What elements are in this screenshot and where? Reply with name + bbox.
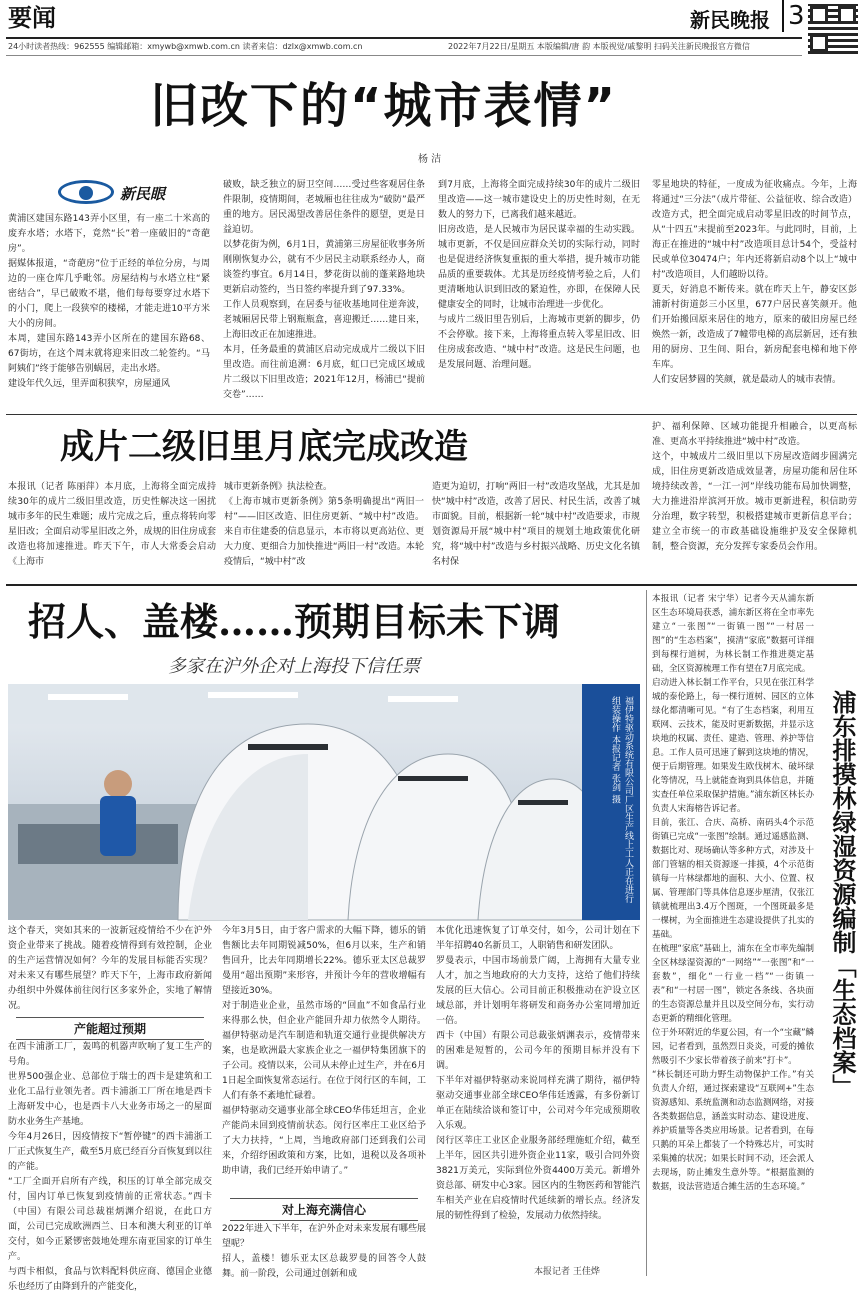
subhead-confidence: 对上海充满信心 xyxy=(230,1198,418,1221)
column-logo xyxy=(58,178,178,208)
date-line: 2022年7月22日/星期五 本版编辑/唐 韵 本版视觉/戚黎明 扫码关注新民晚报官方微信 xyxy=(448,42,750,51)
story3-col2b: 2022年进入下半年，在沪外企对未来发展有哪些展望呢？ 招人，盖楼！德乐亚太区总裁罗曼的回答令人鼓舞。前一阶段，公司通过创新和成 xyxy=(222,1224,426,1279)
story2-col1: 本报讯（记者 陈丽萍）本月底，上海将全面完成持续30年的成片二级旧里改造，历史性解决这一困扰城市多年的民生难题；成片完成之后，重点将转向零星旧改；全面启动零星旧改之外，成规的旧住房成套改造也将加速推进。昨天下午，市人大常委会启动《上海市 xyxy=(8,482,216,567)
subhead-capacity: 产能超过预期 xyxy=(16,1017,204,1040)
qr-code-icon[interactable] xyxy=(808,4,858,54)
page-number: 3 xyxy=(782,0,805,32)
story4-headline: 浦东排摸林绿湿资源编制「生态档案」 xyxy=(828,690,856,1098)
story2-col4: 护、福利保障、区域功能提升相融合，以更高标准、更高水平持续推进“城中村”改造。 这个，中城成片二级旧里以下房屋改造阔步圆满完成，旧住房更新改造成效显著，房屋功能和居住环境持续改善，“一江一河”岸线功能布局加快调整，大力推进沿岸滨河开放。城市更新进程，积信助劳分治理，数字转型，积极搭建城市更新信息平台；建立全市统一的市政基础设施维护及安全保障机制，整合资源，充分发挥专家委员会作用。 xyxy=(652,422,857,552)
photo-caption-text: 福伊特驱动系统有限公司厂区生产线上工人正在进行组装操作 本报记者 张剑 摄 xyxy=(610,696,633,903)
story2-col3: 造更为迫切，打响“两旧一村”改造攻坚战，尤其是加快“城中村”改造，改善了居民、村民生活，改善了城市面貌。目前，根据新一轮“城中村”改造要求，市规划资源局开展“城中村”项目的规划土地政策优化研究，将“城中村”改造与乡村振兴战略、历史文化名镇名村保 xyxy=(432,482,640,567)
story1-col1: 黄浦区建国东路143弄小区里，有一座二十米高的废弃水塔；水塔下，竟然“长”着一座破旧的“奇葩房”。 据媒体报道，“奇葩房”位于正经的单位分房，与周边的一座仓库几乎毗邻。房屋结构与水塔立柱“紧密结合”，早已破败不堪，他们每每要穿过水塔下的小门，爬上一段狭窄的楼梯，才能走进10平方米大小的房间。 本周，建国东路143弄小区所在的建国东路68、67街坊，在这个周末就将迎来旧改二轮签约。“马阿姨们”终于能够告别蜗居，走出水塔。 建设年代久远，里弄面积狭窄，房屋通风 xyxy=(8,214,210,389)
masthead xyxy=(0,0,865,60)
story3-byline: 本报记者 王佳烨 xyxy=(534,1267,600,1277)
factory-photo xyxy=(8,684,640,920)
story1-col2: 破败，缺乏独立的厨卫空间……受过些客观居住条件限制，疫情期间，老城厢也往往成为“破防”最严重的地方。居民渴望改善居住条件的愿望，更是日益迫切。 以梦花街为例，6月1日，黄浦第三房屋征收事务所刚刚恢复办公，就有不少居民主动联系经办人，商谈签约事宜。6月14日，梦花街以前的蓬莱路地块更新启动签约，当日签约率提升到了97.33%。 工作人员观察到，在居委与征收基地同住逆奔波，老城厢居民带上钢瓶瓶盒，喜迎搬迁……建日来，上海旧改正在加速推进。 本月，任务最重的黄浦区启动完成成片二级以下旧里改造。而往前追溯：6月底，虹口已完成区域成片二级以下旧里改造；2021年12月，杨浦已“提前交卷”…… xyxy=(223,180,425,400)
story2-headline: 成片二级旧里月底完成改造 xyxy=(60,427,468,467)
story1-byline: 杨 洁 xyxy=(418,154,442,165)
story1-headline: 旧改下的“城市表情” xyxy=(150,78,618,134)
factory-photo-svg xyxy=(8,684,640,920)
paper-logo: 新民晚报 xyxy=(690,8,770,32)
story3-subhead: 多家在沪外企对上海投下信任票 xyxy=(168,656,420,677)
story3-col1b: 在西卡浦浙工厂，轰鸣的机器声吹响了复工生产的号角。 世界500强企业、总部位于瑞士的西卡是建筑和工业化工品行业领先者。西卡浦浙工厂所在地是西卡上海研发中心，也是西卡八大业务市场之一的屋面防水业务生产基地。 今年4月26日，因疫情按下“暂停键”的西卡浦浙工厂正式恢复生产，截至5月底已经百分百恢复到以往的产能。 “工厂全面开启所有产线，积压的订单全部完成交付，国内订单已恢复到疫情前的正常状态。”西卡（中国）有限公司总裁崔炳渊介绍说，在此口方面，公司已完成欧洲西兰、日本和澳大利亚的订单交付，如今正紧锣密鼓地处理东南亚国家的订单生产。 与西卡相似，食品与饮料配料供应商、德国企业德乐也经历了由降到升的产能变化， xyxy=(8,1042,212,1292)
story1-col3: 到7月底，上海将全面完成持续30年的成片二级旧里改造——这一城市建设史上的历史性时刻，在无数人的努力下，已离我们越来越近。 旧房改造，是人民城市为居民谋幸福的生动实践。城市更新，不仅是回应群众关切的实际行动，同时也是促进经济恢复重振的重大举措，提升城市功能品质的重要载体。尤其是历经疫情考验之后，人们更清晰地认识到旧改的紧迫性，亦即，在保障人民健康安全的同时，让城市治理进一步优化。 与成片二级旧里告别后，上海城市更新的脚步，仍不会停歇。接下来，上海将重点转入零星旧改、旧住房成套改造、“城中村”改造。这是民生问题，也是发展问题、治理问题。 xyxy=(438,180,640,370)
eye-icon xyxy=(58,180,114,204)
section-label: 要闻 xyxy=(8,4,56,32)
story4-body: 本报讯（记者 宋宁华）记者今天从浦东新区生态环境局获悉，浦东新区将在全市率先建立“一张图”“一街镇一图”“一村居一图”的“生态档案”，摸清“家底”数据可详细到每棵行道树，为林长制工作推进奠定基础，全区资源梳理工作有望在7月底完成。 启动进入林长制工作平台，只见在张江科学城的泰伦路上，每一棵行道树、园区的立体绿化都清晰可见。“有了生态档案，利用互联网、云技术，能及时更新数据，并显示这块地的权属、责任、建造、管理、养护等信息。工作人员可迅速了解到这块地的情况，便于后期管理。如果发生欧伐树木、破坏绿化等情况，马上就能查询到具体信息，并随实查任单位采取保护措施。”浦东新区林长办负责人宋海榕告诉记者。 目前，张江、合庆、高桥、南码头4个示范街镇已完成“一张图”绘制。通过遥感监测、数据比对、现场确认等多种方式，对涉及十部门管辖的相关资源逐一排摸，4个示范街镇每一片林绿都地的面积、大小、位置、权属、管理部门等具体信息逐步厘清，仅张江镇就梳理出3.4万个图斑，一个图斑最多是一棵树，为全面推进生态建设提供了扎实的基础。 在梳理“家底”基础上，浦东在全市率先编制全区林绿湿资源的“一网络”“一张图”和“一套数”，细化“一行业一档”“一街镇一表”和“一村居一图”，锁定各条线、各块面的生态资源总量并且以及空间分布，实行动态更新的精细化管理。 位于外环附近的华夏公园，有一个“宝藏”鳞园，记者看到，虽然烈日炎炎，可爱的摊依然吸引不少家长带着孩子前来“打卡”。 “林长制还可助力野生动物保护工作。”有关负责人介绍，通过探索建设“互联网+”生态资源感知、系统监测和动态监测网络，对接各类数据信息，涵盖实时动态、建设进度、养护质量等各类应用场景。记者看到，在每只鹅的耳朵上都装了一个特殊芯片，可实时采集摊的状况；如果长时间不动，还会派人去现场，防止摊发生意外等。“根据监测的数据，设法营造适合摊生活的生态环境。” xyxy=(652,594,814,1192)
hotline-info: 24小时读者热线：962555 编辑邮箱：xmywb@xmwb.com.cn 读者来信：dzlx@xmwb.com.cn xyxy=(8,42,363,51)
story3-headline: 招人、盖楼……预期目标未下调 xyxy=(28,599,561,644)
story1-col4: 零星地块的特征，一度成为征收痛点。今年，上海将通过“三分法”（成片带征、公益征收、综合改造）改造方式，把全面完成启动零星旧改的时间节点，从“十四五”末提前至2023年。与此同时，目前，上海正在推进的“城中村”改造项目总计54个，受益村民或单位30474户；年内还将新启动8个以上“城中村”改造项目，人们越盼以待。 夏天，好消息不断传来。就在昨天上午，静安区彭浦新村街道彭三小区里，677户居民喜笑颜开。他们开始搬回原来居住的地方，原来的破旧房屋已经焕然一新，改造成了7幢带电梯的高层新居，还有独用的厨房、卫生间、阳台，新房配套电梯和地下停车库。 人们安居梦圆的笑颜，就是最动人的城市表情。 xyxy=(652,180,857,385)
column-logo-text: 新民眼 xyxy=(120,185,166,203)
story3-col2a: 今年3月5日，由于客户需求的大幅下降，德乐的销售额比去年同期锐减50%，但6月以来，生产和销售回升，比去年同期增长22%。德乐亚太区总裁罗曼用“超出预期”来形容，并预计今年的营收增幅有望接近30%。 对于制造业企业，虽然市场的“回血”不如食品行业来得那么快，但企业产能回升却力依然令人期待。福伊特驱动是汽车制造和轨道交通行业提供解决方案，也是欧洲最大家族企业之一福伊特集团旗下的子公司。疫情以来，公司从未停止过生产，并在6月1日起全面恢复常态运行。在位于闵行区的车间，工人们有条不紊地忙碌着。 福伊特驱动交通事业部全球CEO华伟廷坦言，企业产能尚未回到疫情前状态。闵行区率庄工业区给予了大力扶持，“上周，当地政府部门还到我们公司来，介绍纾困政策和方案，比如，退税以及各项补助申请，我们已经开始申请了。” xyxy=(222,926,426,1176)
story2-col2: 城市更新条例》执法检查。 《上海市城市更新条例》第5条明确提出“两旧一村”——旧区改造、旧住房更新、“城中村”改造。来自市住建委的信息显示，本市将以更高站位、更大力度、更细合力加快推进“两旧一村”改造。本轮疫情后，“城中村”改 xyxy=(224,482,424,567)
story3-col1a: 这个春天，突如其来的一波新冠疫情给不少在沪外资企业带来了挑战。随着疫情得到有效控制，企业的生产运营情况如何？今年的发展目标能否实现？对未来又有哪些展望？昨天下午，上海市政府新闻办组织中外媒体前往闵行区多家外企，实地了解情况。 xyxy=(8,926,212,1011)
story3-col3a: 本优化迅速恢复了订单交付，如今，公司计划在下半年招聘40名新员工，人职销售和研发团队。 罗曼表示，中国市场前景广阔，上海拥有大量专业人才，加之当地政府的大力支持，这给了他们持续发展的巨大信心。公司目前正积极推动在沪设立区域总部，并计划明年将研发和商务办公室同增加近一倍。 西卡（中国）有限公司总裁张炳渊表示，疫情带来的困难是短暂的，公司今年的预期目标并没有下调。 下半年对福伊特驱动来说同样充满了期待，福伊特驱动交通事业部全球CEO华伟廷透露，有多份新订单正在陆续洽谈和签订中，公司对今年完成预期收入乐观。 闵行区莘庄工业区企业服务部经理施虹介绍，截至上半年，园区共引进外资企业11家，吸引合同外资3821万美元，实际到位外资4400万美元。新增外资总部、研发中心3家。园区内的生物医药和智能汽车相关产业在启疫情时代延续新的增长点。经济发展的韧性得到了检验，发展动力依然持续。 xyxy=(436,926,640,1221)
